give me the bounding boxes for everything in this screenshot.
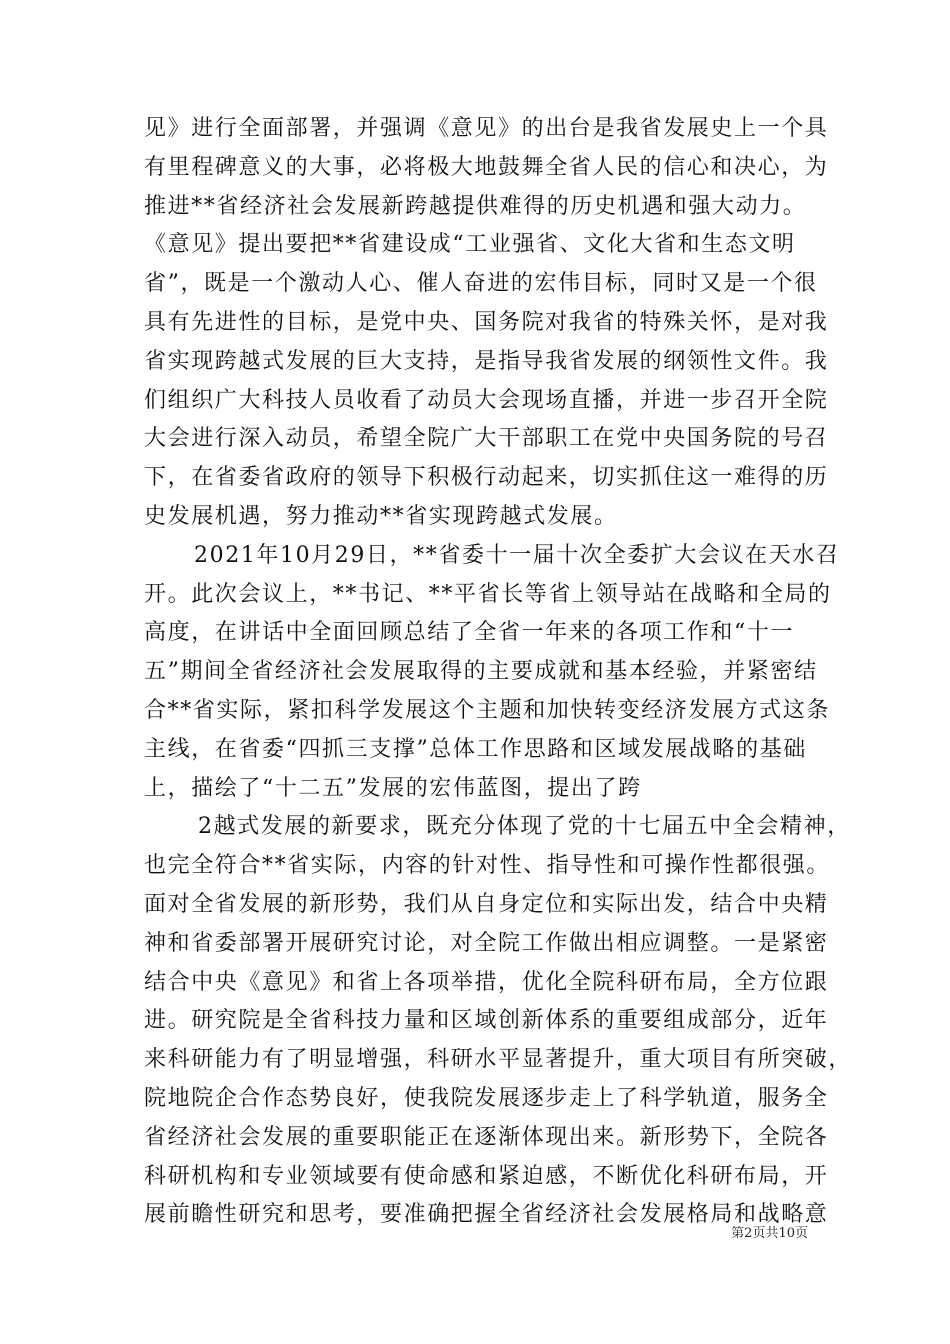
body-text bbox=[144, 110, 853, 1235]
text-line: 省”，既是一个激动人心、催人奋进的宏伟目标，同时又是一个很 bbox=[144, 271, 818, 297]
text-line: 推进**省经济社会发展新跨越提供难得的历史机遇和强大动力。 bbox=[144, 193, 807, 219]
text-line: 高度，在讲话中全面回顾总结了全省一年来的各项工作和“十一 bbox=[144, 620, 795, 646]
text-line: 科研机构和专业领域要有使命感和紧迫感，不断优化科研布局，开 bbox=[144, 1163, 829, 1189]
text-line: 展前瞻性研究和思考，要准确把握全省经济社会发展格局和战略意 bbox=[144, 1202, 829, 1228]
text-line: 院地院企合作态势良好，使我院发展逐步走上了科学轨道，服务全 bbox=[144, 1085, 829, 1111]
text-line: 来科研能力有了明显增强，科研水平显著提升，重大项目有所突破， bbox=[144, 1047, 853, 1073]
text-line: 神和省委部署开展研究讨论，对全院工作做出相应调整。一是紧密 bbox=[144, 930, 829, 956]
text-line: 上，描绘了“十二五”发展的宏伟蓝图，提出了跨 bbox=[144, 775, 642, 801]
text-line: 《意见》提出要把**省建设成“工业强省、文化大省和生态文明 bbox=[144, 232, 796, 258]
text-line: 下，在省委省政府的领导下积极行动起来，切实抓住这一难得的历 bbox=[144, 465, 829, 491]
text-line: 开。此次会议上，**书记、**平省长等省上领导站在战略和全局的 bbox=[144, 581, 832, 607]
text-line: 有里程碑意义的大事，必将极大地鼓舞全省人民的信心和决心，为 bbox=[144, 154, 829, 180]
text-line: 面对全省发展的新形势，我们从自身定位和实际出发，结合中央精 bbox=[144, 891, 829, 917]
text-line: 省实现跨越式发展的巨大支持，是指导我省发展的纲领性文件。我 bbox=[144, 348, 829, 374]
text-line: 五”期间全省经济社会发展取得的主要成就和基本经验，并紧密结 bbox=[144, 659, 818, 685]
text-line: 省经济社会发展的重要职能正在逐渐体现出来。新形势下，全院各 bbox=[144, 1124, 829, 1150]
text-line: 主线，在省委“四抓三支撑”总体工作思路和区域发展战略的基础 bbox=[144, 736, 807, 762]
text-line: 史发展机遇，努力推动**省实现跨越式发展。 bbox=[144, 503, 618, 529]
text-line: 大会进行深入动员，希望全院广大干部职工在党中央国务院的号召 bbox=[144, 426, 829, 452]
text-line: 进。研究院是全省科技力量和区域创新体系的重要组成部分，近年 bbox=[144, 1008, 829, 1034]
text-line: 见》进行全面部署，并强调《意见》的出台是我省发展史上一个具 bbox=[144, 116, 829, 141]
text-line: 结合中央《意见》和省上各项举措，优化全院科研布局，全方位跟 bbox=[144, 969, 829, 995]
page-number: 第2页共10页 bbox=[731, 1226, 808, 1241]
paragraph-start-line: 2越式发展的新要求，既充分体现了党的十七届五中全会精神， bbox=[198, 814, 851, 840]
text-line: 具有先进性的目标，是党中央、国务院对我省的特殊关怀，是对我 bbox=[144, 309, 829, 335]
paragraph-start-line: 2021年10月29日，**省委十一届十次全委扩大会议在天水召 bbox=[194, 542, 840, 568]
text-line: 们组织广大科技人员收看了动员大会现场直播，并进一步召开全院 bbox=[144, 387, 829, 413]
text-line: 也完全符合**省实际，内容的针对性、指导性和可操作性都很强。 bbox=[144, 853, 831, 879]
text-line: 合**省实际，紧扣科学发展这个主题和加快转变经济发展方式这条 bbox=[144, 697, 831, 723]
